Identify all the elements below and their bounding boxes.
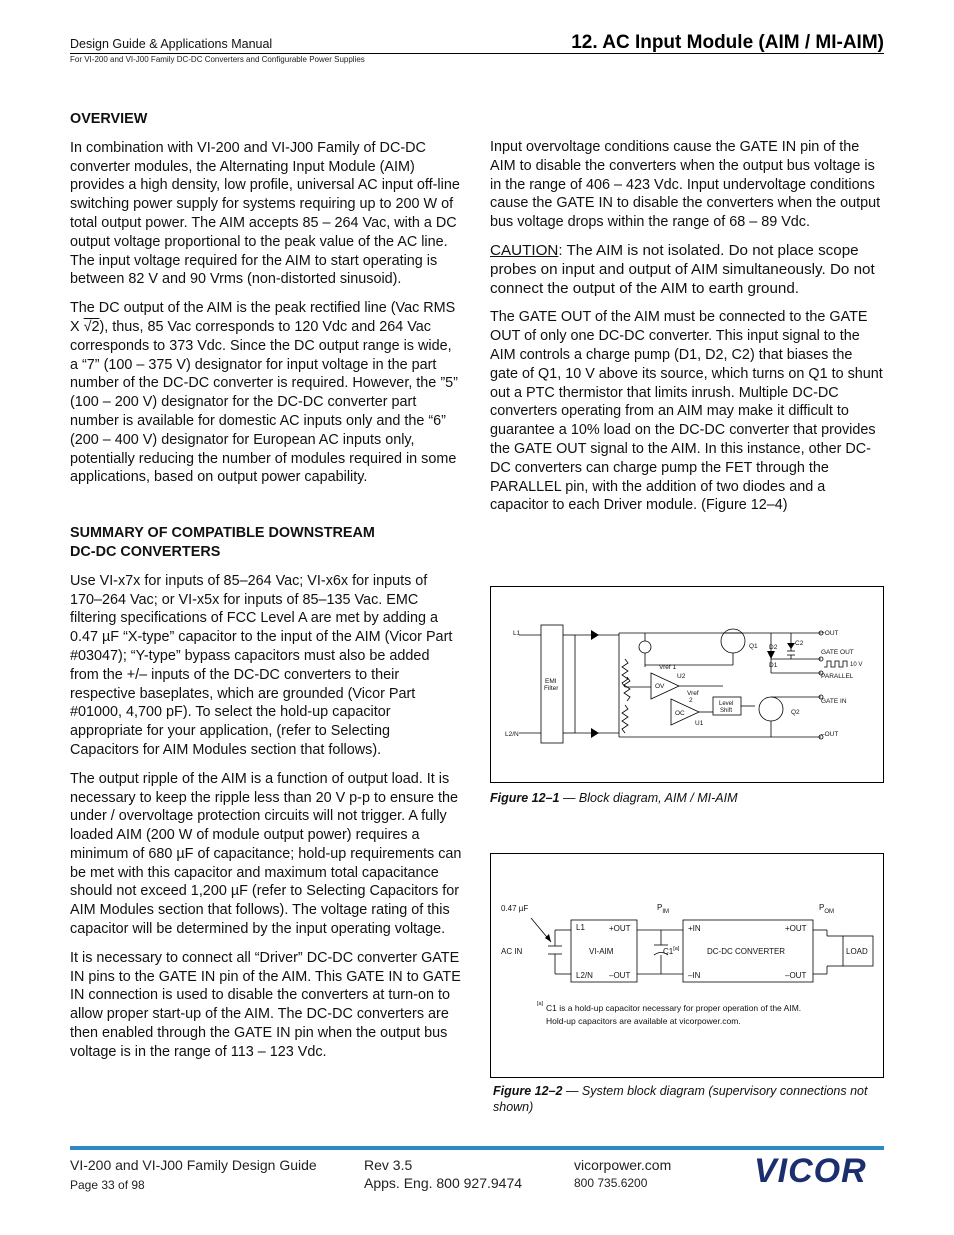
note-line-1: C1 is a hold-up capacitor necessary for proper operation of the AIM.: [546, 1003, 802, 1013]
figure-12-2-box: [490, 853, 884, 1078]
figure-12-2-label: Figure 12–2: [493, 1084, 563, 1098]
figure-12-2-text: — System block diagram (supervisory connections not shown): [493, 1084, 868, 1114]
gate-out-label: GATE OUT: [821, 649, 854, 656]
summary-heading-line-2: DC-DC CONVERTERS: [70, 543, 221, 560]
vicor-logo-text: VICOR: [754, 1152, 867, 1188]
aim-l2n: L2/N: [576, 971, 593, 980]
vicor-logo: [752, 1152, 886, 1188]
footer-rule: [70, 1146, 884, 1150]
pom-label: [819, 903, 834, 915]
dc-pout: +OUT: [785, 924, 807, 933]
dc-name: DC-DC CONVERTER: [707, 947, 786, 956]
note-line-2: Hold-up capacitors are available at vicorpower.com.: [546, 1016, 741, 1026]
level-label-1: Level: [719, 701, 734, 707]
oc-label: OC: [675, 710, 685, 717]
c1-label: [663, 946, 680, 956]
q1-label: Q1: [749, 643, 758, 650]
vref1-label: Vref 1: [659, 664, 677, 671]
right-column: [490, 138, 884, 525]
pom-p: P: [819, 903, 825, 912]
figure-12-1-label: Figure 12–1: [490, 791, 560, 805]
ten-volt-label: 10 V: [850, 662, 863, 668]
footer-web: vicorpower.com: [574, 1157, 672, 1173]
figure-12-1-caption: [490, 790, 884, 806]
ov-label: OV: [655, 683, 665, 690]
d2-label: D2: [769, 644, 778, 651]
u1-label: U1: [695, 720, 704, 727]
left-column: [70, 110, 462, 1072]
figure-12-1-box: [490, 586, 884, 783]
manual-subtitle: For VI-200 and VI-J00 Family DC-DC Converters and Configurable Power Supplies: [70, 55, 365, 64]
dc-nin: –IN: [688, 971, 701, 980]
footer-rev: Rev 3.5: [364, 1157, 413, 1173]
q2-label: Q2: [791, 709, 800, 716]
emi-label-1: EMI: [545, 678, 557, 685]
c1-sup: [a]: [673, 946, 680, 952]
pim-label: [657, 903, 669, 915]
nout-label: –OUT: [821, 731, 839, 738]
pom-sub: OM: [824, 909, 835, 915]
d1-label: D1: [769, 662, 778, 669]
dc-nout: –OUT: [785, 971, 807, 980]
footer-phone: 800 735.6200: [574, 1176, 648, 1190]
c1-text: C1: [663, 947, 674, 956]
footer-page: Page 33 of 98: [70, 1178, 145, 1192]
sqrt-two: √2: [83, 318, 100, 335]
u2-label: U2: [677, 673, 686, 680]
footer-apps: Apps. Eng. 800 927.9474: [364, 1175, 523, 1191]
overview-paragraph-2: [70, 299, 462, 487]
emi-label-2: Filter: [544, 685, 559, 692]
block-diagram-aim: [491, 587, 883, 782]
vref2-label-b: 2: [689, 697, 693, 704]
page-title: 12. AC Input Module (AIM / MI-AIM): [571, 32, 884, 53]
gate-in-label: GATE IN: [821, 698, 847, 705]
p2-part-b: ), thus, 85 Vac corresponds to 120 Vdc and 264 Vac corresponds to 373 Vdc. Since the DC output range is wide, a “7” (100 – 375 V) designator for input voltage in the part number of the DC-DC converter is required. However, the ”5” (100 – 200 V) designator for the DC-DC converter part number is available for domestic AC inputs only and the “6” (200 – 400 V) designator for European AC inputs only, potentially reducing the number of modules required in some applications, based on output power capability.: [70, 318, 458, 486]
footer-guide: VI-200 and VI-J00 Family Design Guide: [70, 1157, 317, 1173]
caution-label: CAUTION: [490, 241, 559, 259]
vref2-label-a: Vref: [687, 690, 699, 697]
manual-title: Design Guide & Applications Manual: [70, 37, 273, 51]
aim-pout: +OUT: [609, 924, 631, 933]
overview-heading: OVERVIEW: [70, 111, 148, 127]
l1-label: L1: [513, 630, 521, 637]
caution-text: : The AIM is not isolated. Do not place scope probes on input and output of AIM simultaneously. Do not connect the output of the AIM to earth ground.: [490, 241, 875, 297]
l2n-label: L2/N: [505, 731, 519, 738]
ac-in-label: AC IN: [501, 947, 523, 956]
ripple-paragraph: The output ripple of the AIM is a function of output load. It is necessary to keep the ripple less than 20 V p-p to ensure the under / overvoltage protection circuits will not trigger. A fully loaded AIM (200 W of module output power) requires a minimum of 680 µF of capacitance; hold-up requirements can be met with this capacitor and maximum total capacitance should not exceed 1,200 µF (refer to Selecting Capacitors for AIM Modules section that follows). The voltage rating of this capacitor will be determined by the input operating voltage.: [70, 770, 462, 938]
x-cap-value: 0.47 µF: [501, 904, 529, 913]
aim-name: VI-AIM: [589, 947, 614, 956]
aim-l1: L1: [576, 923, 585, 932]
c2-label: C2: [795, 640, 804, 647]
gate-out-paragraph: The GATE OUT of the AIM must be connected to the GATE OUT of only one DC-DC converter. This input signal to the AIM controls a charge pump (D1, D2, C2) that biases the gate of Q1, 10 V above its source, which turns on Q1 to shunt out a PTC thermistor that limits inrush. Multiple DC-DC converters operating from an AIM may make it difficult to guarantee a 10% load on the DC-DC converter that provides the GATE OUT signal to the AIM. In this instance, other DC-DC converters can charge pump the FET through the PARALLEL pin, with the addition of two diodes and a capacitor to each Driver module. (Figure 12–4): [490, 309, 883, 514]
pim-sub: IM: [662, 909, 670, 915]
dc-pin: +IN: [688, 924, 701, 933]
gate-in-paragraph: It is necessary to connect all “Driver” DC-DC converter GATE IN pins to the GATE IN pin of the AIM. This GATE IN to GATE IN connection is used to disable the converters at turn-on to allow proper start-up of the AIM. The DC-DC converters are then enabled through the GATE IN pin when the output bus voltage is in the range of 113 – 123 Vdc.: [70, 949, 461, 1060]
summary-paragraph: Use VI-x7x for inputs of 85–264 Vac; VI-x6x for inputs of 170–264 Vac; or VI-x5x for inputs of 85–135 Vac. EMC filtering specifications of FCC Level A are met by adding a 0.47 µF “X-type” capacitor to the input of the AIM (Vicor Part #03047); “Y-type” bypass capacitors must also be added from the +/– inputs of the DC-DC converters to their respective baseplates, which are grounded (Vicor Part #01000, 4,700 pF). To select the hold-up capacitor appropriate for your application, (refer to Selecting Capacitors for AIM Modules section that follows).: [70, 572, 453, 758]
p2-part-a: The DC output of the AIM is the peak rectified line (Vac RMS X: [70, 300, 456, 335]
level-label-2: Shift: [720, 708, 733, 714]
caution-note: [490, 242, 884, 298]
aim-nout: –OUT: [609, 971, 631, 980]
system-block-diagram: [491, 854, 883, 1077]
parallel-label: PARALLEL: [821, 673, 854, 680]
load-label: LOAD: [846, 947, 868, 956]
summary-heading-line-1: SUMMARY OF COMPATIBLE DOWNSTREAM: [70, 525, 375, 542]
figure-12-2-caption: [493, 1083, 883, 1115]
overvoltage-paragraph: Input overvoltage conditions cause the GATE IN pin of the AIM to disable the converters when the output bus voltage is in the range of 406 – 423 Vdc. Input undervoltage conditions cause the GATE IN to disable the converters when the output bus voltage drops within the range of 68 – 89 Vdc.: [490, 139, 881, 231]
figure-12-1-text: — Block diagram, AIM / MI-AIM: [559, 791, 738, 805]
pout-label: +OUT: [821, 630, 839, 637]
pim-p: P: [657, 903, 663, 912]
summary-heading: [70, 524, 462, 562]
overview-paragraph-1: In combination with VI-200 and VI-J00 Family of DC-DC converter modules, the Alternating Input Module (AIM) provides a high density, low profile, universal AC input off-line switching power supply for systems requiring up to 200 W of total output power. The AIM accepts 85 – 264 Vac, with a DC output voltage proportional to the peak value of the AC line. The input voltage required for the AIM to start operating is between 82 V and 90 Vrms (non-distorted sinusoid).: [70, 139, 460, 288]
note-sup: [a]: [537, 1001, 544, 1007]
